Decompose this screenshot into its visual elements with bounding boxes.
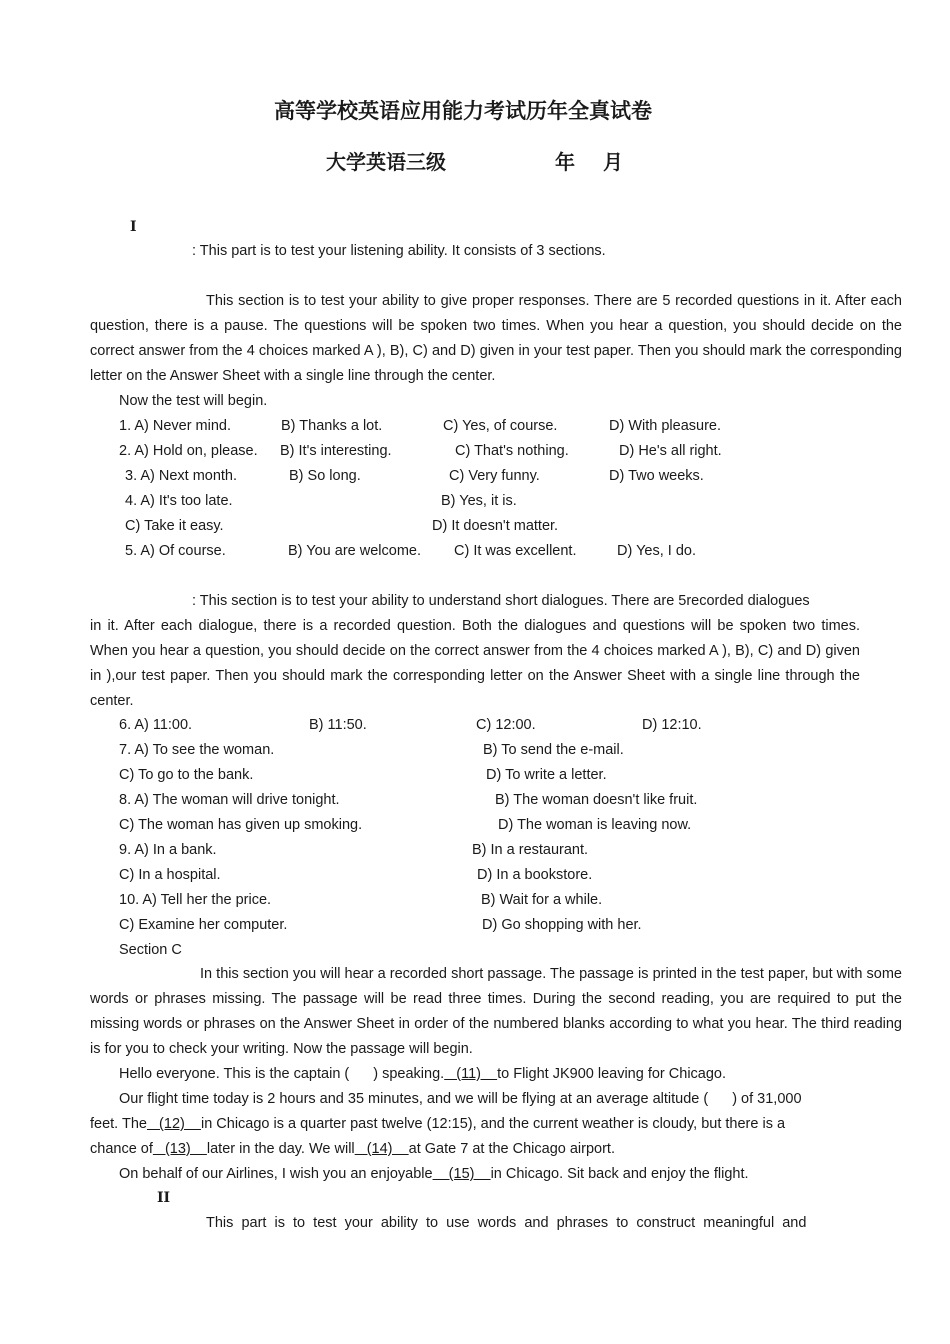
passage-text: to Flight JK900 leaving for Chicago. — [497, 1066, 727, 1082]
option-d: D) Go shopping with her. — [482, 917, 642, 933]
option-a: 10. A) Tell her the price. — [119, 892, 272, 908]
option-c: C) 12:00. — [476, 717, 536, 733]
passage-text: at Gate 7 at the Chicago airport. — [408, 1141, 615, 1157]
option-b: B) In a restaurant. — [472, 842, 589, 858]
option-a: 5. A) Of course. — [125, 543, 226, 559]
option-c: C) The woman has given up smoking. — [119, 817, 363, 833]
option-b: B) To send the e-mail. — [483, 742, 624, 758]
part-1-numeral: I — [130, 219, 137, 235]
option-c: C) Examine her computer. — [119, 917, 288, 933]
option-d: D) He's all right. — [619, 443, 722, 459]
option-a: 7. A) To see the woman. — [119, 742, 275, 758]
blank-13: (13) — [152, 1141, 207, 1157]
option-d: D) The woman is leaving now. — [498, 817, 692, 833]
passage-line-1 — [119, 1064, 726, 1084]
part-2-intro: This part is to test your ability to use words and phrases to construct meaningful and — [206, 1215, 807, 1231]
option-a: 6. A) 11:00. — [119, 717, 193, 733]
option-d: D) 12:10. — [642, 717, 702, 733]
passage-text: in Chicago is a quarter past twelve (12:15), and the current weather is cloudy, but there is a — [200, 1116, 786, 1132]
passage-text: ) of 31,000 — [732, 1091, 802, 1107]
passage-text: later in the day. We will — [206, 1141, 355, 1157]
option-b: B) You are welcome. — [288, 543, 421, 559]
option-b: B) So long. — [289, 468, 361, 484]
passage-text: ) speaking. — [373, 1066, 445, 1082]
option-c: C) It was excellent. — [454, 543, 577, 559]
option-a: 8. A) The woman will drive tonight. — [119, 792, 340, 808]
passage-line-3 — [90, 1114, 785, 1134]
section-b-instructions-first-line: : This section is to test your ability to understand short dialogues. There are 5recorded dialogues — [192, 593, 810, 609]
part-1-intro: : This part is to test your listening ability. It consists of 3 sections. — [192, 243, 606, 259]
passage-line-5 — [119, 1164, 749, 1184]
option-c: C) In a hospital. — [119, 867, 221, 883]
part-2-numeral: II — [157, 1190, 171, 1206]
option-b: B) Thanks a lot. — [281, 418, 383, 434]
option-c: C) To go to the bank. — [119, 767, 254, 783]
exam-year: 年 — [555, 152, 575, 174]
blank-12: (12) — [146, 1116, 201, 1132]
option-a: 4. A) It's too late. — [125, 493, 233, 509]
blank-11: (11) — [444, 1066, 498, 1082]
passage-text: chance of — [90, 1141, 153, 1157]
blank-14: (14) — [354, 1141, 409, 1157]
exam-level: 大学英语三级 — [326, 152, 446, 174]
passage-line-4 — [90, 1139, 615, 1159]
passage-text: feet. The — [90, 1116, 147, 1132]
option-c: C) Take it easy. — [125, 518, 224, 534]
passage-text: in Chicago. Sit back and enjoy the flight. — [490, 1166, 749, 1182]
option-d: D) In a bookstore. — [477, 867, 593, 883]
option-c: C) That's nothing. — [455, 443, 569, 459]
passage-text: Our flight time today is 2 hours and 35 minutes, and we will be flying at an average altitude ( — [119, 1091, 709, 1107]
option-a: 3. A) Next month. — [125, 468, 238, 484]
passage-line-2 — [119, 1089, 802, 1109]
passage-text: On behalf of our Airlines, I wish you an enjoyable — [119, 1166, 433, 1182]
option-a: 2. A) Hold on, please. — [119, 443, 258, 459]
exam-month: 月 — [603, 152, 623, 174]
option-c: C) Yes, of course. — [443, 418, 558, 434]
option-c: C) Very funny. — [449, 468, 540, 484]
option-d: D) With pleasure. — [609, 418, 722, 434]
section-c-label: Section C — [119, 942, 182, 958]
section-a-instructions: This section is to test your ability to give proper responses. There are 5 recorded questions in it. After each question, there is a pause. The questions will be spoken two times. When you hear a question, you should decide on the correct answer from the 4 choices marked A ), B), C) and D) given in your test paper. Then you should mark the corresponding letter on the Answer Sheet with a single line through the center. — [90, 293, 902, 384]
option-d: D) It doesn't matter. — [432, 518, 559, 534]
section-b-instructions: in it. After each dialogue, there is a recorded question. Both the dialogues and questions will be spoken two times. When you hear a question, you should decide on the correct answer from the 4 choices marked A ), B), C) and D) given in ),our test paper. Then you should mark the corresponding letter on the Answer Sheet with a single line through the center. — [90, 618, 860, 709]
section-c-instructions: In this section you will hear a recorded short passage. The passage is printed in the test paper, but with some words or phrases missing. The passage will be read three times. During the second reading, you are required to put the missing words or phrases on the Answer Sheet in order of the numbered blanks according to what you hear. The third reading is for you to check your writing. Now the passage will begin. — [90, 966, 902, 1057]
option-d: D) Yes, I do. — [617, 543, 696, 559]
option-b: B) 11:50. — [309, 717, 367, 733]
option-b: B) Yes, it is. — [441, 493, 517, 509]
passage-text: Hello everyone. This is the captain ( — [119, 1066, 350, 1082]
page-title: 高等学校英语应用能力考试历年全真试卷 — [274, 100, 652, 123]
option-a: 9. A) In a bank. — [119, 842, 217, 858]
section-a-begin: Now the test will begin. — [119, 393, 268, 409]
option-b: B) It's interesting. — [280, 443, 392, 459]
option-b: B) The woman doesn't like fruit. — [495, 792, 698, 808]
blank-15: (15) — [432, 1166, 491, 1182]
option-d: D) Two weeks. — [609, 468, 704, 484]
option-d: D) To write a letter. — [486, 767, 607, 783]
option-a: 1. A) Never mind. — [119, 418, 232, 434]
option-b: B) Wait for a while. — [481, 892, 603, 908]
